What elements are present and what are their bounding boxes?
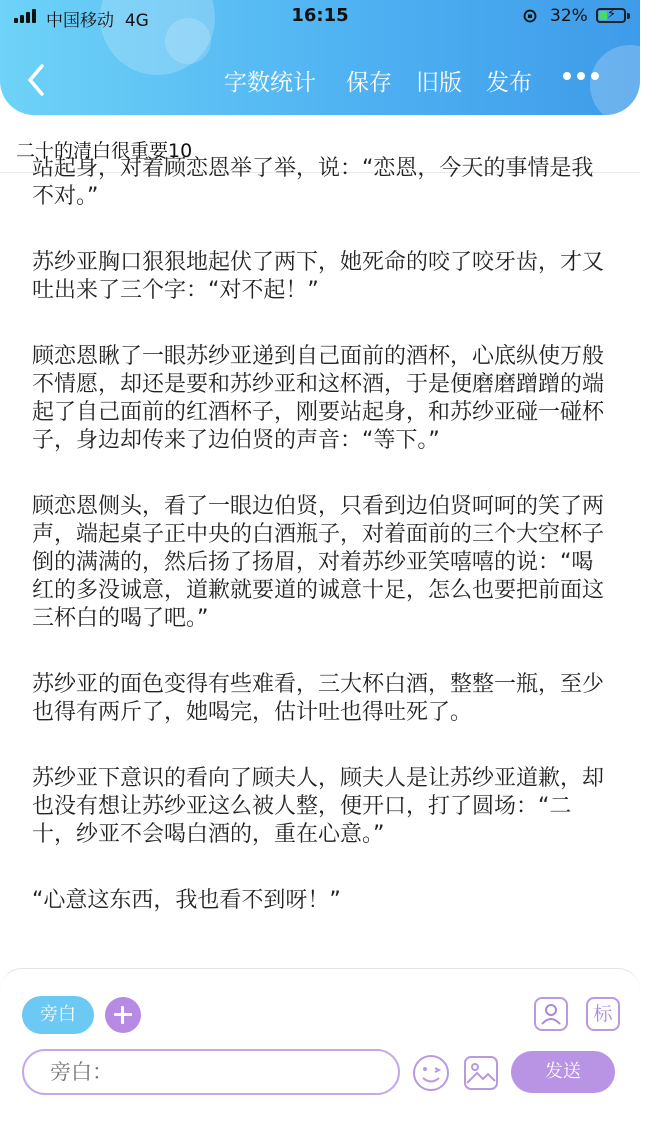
tag-label: 标 <box>593 1003 613 1025</box>
back-chevron-icon[interactable] <box>22 60 52 100</box>
app-header <box>0 0 640 115</box>
person-glyph <box>536 999 566 1029</box>
status-bar <box>0 0 640 34</box>
orientation-lock-icon <box>523 9 537 23</box>
story-paragraph: 苏纱亚的面色变得有些难看，三大杯白酒，整整一瓶，至少也得有两斤了，她喝完，估计吐也得吐死了。 <box>32 672 605 725</box>
tag-icon[interactable] <box>586 997 620 1031</box>
paragraph-list <box>32 155 612 953</box>
word-count-button[interactable]: 字数统计 <box>224 70 316 96</box>
send-button[interactable]: 发送 <box>511 1051 615 1093</box>
story-paragraph: “心意这东西，我也看不到呀！” <box>32 888 341 913</box>
story-paragraph: 苏纱亚胸口狠狠地起伏了两下，她死命的咬了咬牙齿，才又吐出来了三个字：“对不起！” <box>32 250 605 303</box>
publish-button[interactable]: 发布 <box>486 70 532 96</box>
narration-input[interactable] <box>22 1049 400 1095</box>
clock: 16:15 <box>291 5 349 26</box>
emoji-icon[interactable] <box>411 1053 451 1093</box>
story-paragraph: 顾恋恩瞅了一眼苏纱亚递到自己面前的酒杯，心底纵使万般不情愿，却还是要和苏纱亚和这杯酒，于是便磨磨蹭蹭的端起了自己面前的红酒杯子，刚要站起身，和苏纱亚碰一碰杯子，身边却传来了边伯贤的声音：“等下。” <box>32 344 605 453</box>
charging-bolt-icon: ⚡ <box>607 7 617 22</box>
story-paragraph: 苏纱亚下意识的看向了顾夫人，顾夫人是让苏纱亚道歉，却也没有想让苏纱亚这么被人整，便开口，打了圆场：“二十，纱亚不会喝白酒的，重在心意。” <box>32 766 605 847</box>
role-chip-narration[interactable]: 旁白 <box>22 996 94 1034</box>
add-icon[interactable] <box>105 997 141 1033</box>
old-version-button[interactable]: 旧版 <box>416 70 462 96</box>
more-dots-icon[interactable] <box>563 72 599 80</box>
battery-percent: 32% <box>550 6 588 26</box>
image-icon[interactable] <box>461 1053 501 1093</box>
story-paragraph: 顾恋恩侧头，看了一眼边伯贤，只看到边伯贤呵呵的笑了两声，端起桌子正中央的白酒瓶子，对着面前的三个大空杯子倒的满满的，然后扬了扬眉，对着苏纱亚笑嘻嘻的说：“喝红的多没诚意，道歉就要道的诚意十足，怎么也要把前面这三杯白的喝了吧。” <box>32 494 605 631</box>
decor-bubble <box>590 45 670 125</box>
story-content[interactable] <box>0 156 640 968</box>
battery-tip <box>627 13 630 19</box>
document-title: 二十的清白很重要10 <box>16 140 193 162</box>
character-icon[interactable] <box>534 997 568 1031</box>
save-button[interactable]: 保存 <box>346 70 392 96</box>
carrier-label: 中国移动 4G <box>46 11 149 31</box>
story-paragraph: 站起身，对着顾恋恩举了举，说：“恋恩，今天的事情是我不对。” <box>32 156 594 209</box>
battery-icon <box>596 8 626 23</box>
